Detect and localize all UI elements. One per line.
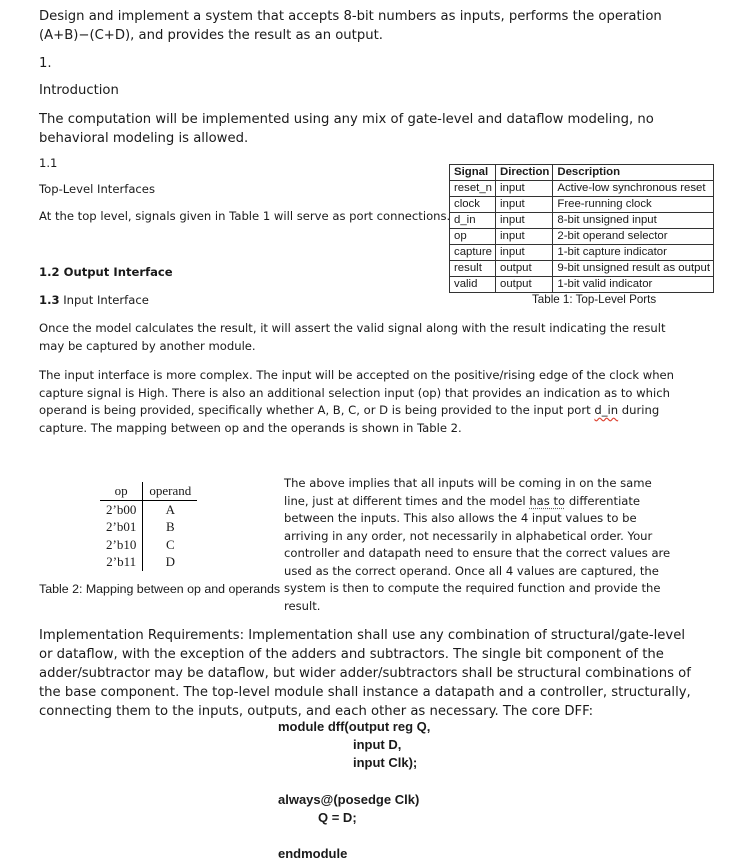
side-line-2-post: differentiate (565, 493, 641, 508)
op-table (100, 482, 197, 571)
direction-cell: output (496, 277, 553, 293)
input-line-3-pre: operand is being provided, specifically whether A, B, C, or D is being provided to the input port (39, 403, 595, 417)
code-line-5: Q = D; (318, 810, 357, 825)
side-line-4: arriving in any order, not necessarily in alphabetical order. Your (284, 528, 653, 543)
table-row (450, 197, 714, 213)
input-line-3-post: during (618, 403, 660, 417)
table-row (450, 245, 714, 261)
direction-cell: output (496, 261, 553, 277)
table-row (450, 181, 714, 197)
impl-line-3: adder/subtractor may be dataflow, but wider adder/subtractors shall be structural combinations of (39, 666, 691, 681)
code-line-2: input D, (353, 737, 402, 752)
section-number-1: 1. (39, 56, 52, 71)
side-line-7: system is then to compute the required function and provide the (284, 581, 661, 595)
table-row (450, 261, 714, 277)
direction-cell: input (496, 181, 553, 197)
table-row (100, 536, 197, 554)
signal-table (449, 164, 714, 293)
side-line-3: between the inputs. This also allows the 4 input values to be (284, 511, 637, 525)
op-cell: 2’b00 (100, 500, 143, 518)
output-interface-title: Output Interface (63, 265, 173, 279)
intro-line-1: Design and implement a system that accepts 8-bit numbers as inputs, performs the operation (39, 9, 662, 24)
header-operand: operand (143, 482, 197, 500)
code-line-3: input Clk); (353, 755, 418, 770)
side-line-8: result. (284, 598, 321, 613)
header-op: op (100, 482, 143, 500)
computation-paragraph (39, 110, 699, 148)
section-number-1-1: 1.1 (39, 156, 58, 170)
op-table-header (100, 482, 197, 500)
has-to-term: has to (529, 493, 566, 508)
description-cell: 1-bit valid indicator (553, 277, 714, 293)
output-line-1: Once the model calculates the result, it will assert the valid signal along with the result indicating the result (39, 321, 666, 335)
operand-cell: C (165, 536, 175, 552)
input-line-4: capture. The mapping between op and the operands is shown in Table 2. (39, 420, 462, 435)
operand-cell: D (165, 554, 175, 569)
top-level-description: At the top level, signals given in Table 1 will serve as port connections. (39, 209, 451, 223)
input-interface-title: Input Interface (63, 293, 149, 307)
signal-cell: result (450, 261, 496, 277)
code-line-4: always@(posedge Clk) (278, 792, 420, 807)
output-line-2: may be captured by another module. (39, 338, 256, 353)
description-cell: 9-bit unsigned result as output (553, 261, 714, 277)
intro-line-2: (A+B)−(C+D), and provides the result as an output. (39, 28, 383, 43)
input-paragraph (39, 367, 699, 437)
computation-line-2: behavioral modeling is allowed. (39, 131, 249, 146)
signal-table-header (450, 165, 714, 181)
input-line-3 (39, 402, 699, 420)
table-row (100, 518, 197, 536)
signal-cell: d_in (450, 213, 496, 229)
operand-cell: A (165, 501, 175, 517)
header-direction: Direction (496, 165, 553, 181)
operand-cell: B (165, 519, 175, 534)
top-level-interfaces-heading: Top-Level Interfaces (39, 182, 155, 196)
section-number-1-3: 1.3 (39, 293, 60, 307)
intro-paragraph (39, 7, 699, 45)
signal-cell: valid (450, 277, 496, 293)
header-signal: Signal (450, 165, 496, 181)
side-line-2-pre: line, just at different times and the model (284, 493, 530, 508)
signal-cell: clock (450, 197, 496, 213)
computation-line-1: The computation will be implemented using any mix of gate-level and dataflow modeling, no (39, 112, 654, 127)
impl-line-2: or dataflow, with the exception of the adders and subtractors. The single bit component of the (39, 647, 664, 662)
direction-cell: input (496, 197, 553, 213)
input-interface-heading (39, 292, 149, 310)
side-line-5: controller and datapath need to ensure that the correct values are (284, 546, 671, 560)
input-line-2: capture signal is High. There is also an additional selection input (op) that provides an indication as to which (39, 385, 670, 400)
op-cell: 2’b01 (100, 518, 143, 536)
d-in-term: d_in (594, 403, 619, 417)
side-line-6: used as the correct operand. Once all 4 values are captured, the (284, 563, 659, 578)
input-line-1: The input interface is more complex. The input will be accepted on the positive/rising edge of the clock when (39, 368, 675, 382)
impl-line-5: connecting them to the inputs, outputs, and each other as necessary. The core DFF: (39, 704, 594, 719)
side-paragraph (284, 475, 684, 615)
impl-line-1: Implementation Requirements: Implementation shall use any combination of structural/gate-level (39, 628, 685, 643)
description-cell: 8-bit unsigned input (553, 213, 714, 229)
table-row (450, 213, 714, 229)
direction-cell: input (496, 245, 553, 261)
table-2-caption: Table 2: Mapping between op and operands (39, 582, 281, 596)
description-cell: 2-bit operand selector (553, 229, 714, 245)
direction-cell: input (496, 229, 553, 245)
code-line-1: module dff(output reg Q, (278, 719, 431, 734)
table-row (100, 500, 197, 518)
direction-cell: input (496, 213, 553, 229)
output-paragraph (39, 320, 699, 355)
side-line-2 (284, 493, 684, 511)
side-line-1: The above implies that all inputs will be coming in on the same (284, 476, 652, 490)
table-row (100, 553, 197, 571)
output-interface-heading (39, 264, 173, 282)
header-description: Description (553, 165, 714, 181)
description-cell: 1-bit capture indicator (553, 245, 714, 261)
description-cell: Active-low synchronous reset (553, 181, 714, 197)
op-cell: 2’b11 (100, 553, 143, 571)
implementation-paragraph (39, 626, 719, 721)
section-number-1-2: 1.2 (39, 265, 60, 279)
op-cell: 2’b10 (100, 536, 143, 554)
signal-cell: op (450, 229, 496, 245)
code-line-6: endmodule (278, 846, 348, 861)
table-1-caption: Table 1: Top-Level Ports (532, 293, 657, 306)
introduction-heading: Introduction (39, 83, 119, 98)
table-row (450, 229, 714, 245)
table-row (450, 277, 714, 293)
impl-line-4: the base component. The top-level module shall instance a datapath and a controller, structurally, (39, 685, 691, 700)
signal-cell: reset_n (450, 181, 496, 197)
signal-cell: capture (450, 245, 496, 261)
description-cell: Free-running clock (553, 197, 714, 213)
